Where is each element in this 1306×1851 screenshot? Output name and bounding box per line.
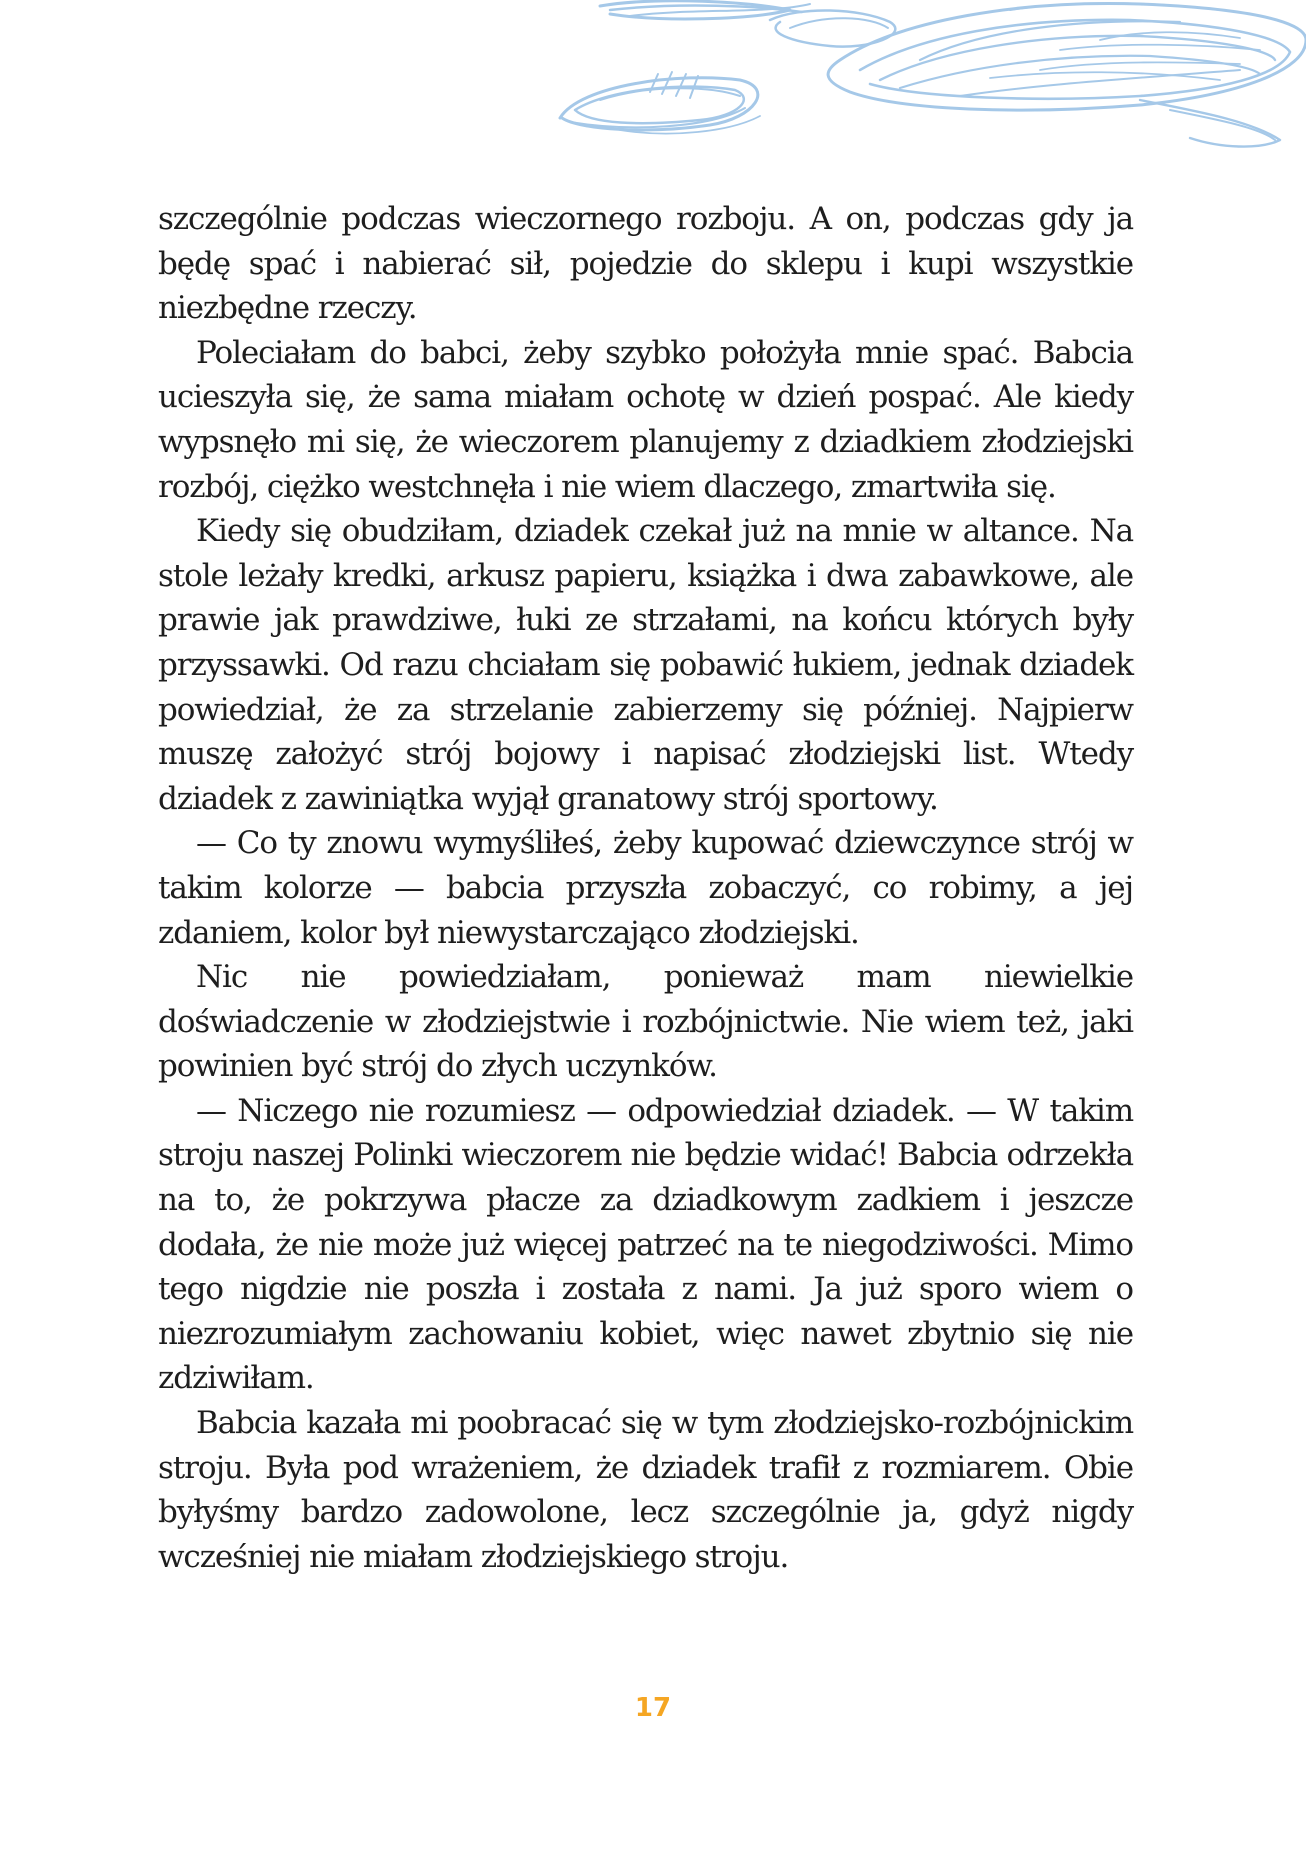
paragraph: szczególnie podczas wieczornego rozboju. A on, podczas gdy ja będę spać i nabierać sił, pojedzie do sklepu i kupi wszystkie niezbędne rzeczy.	[158, 201, 1133, 327]
page-number: 17	[634, 1693, 672, 1723]
paragraph: Babcia kazała mi poobracać się w tym złodziejsko-rozbójnickim stroju. Była pod wrażeniem, że dziadek trafił z rozmiarem. Obie byłyśmy bardzo zadowolone, lecz szczególnie ja, gdyż nigdy wcześniej nie miałam złodziejskiego stroju.	[158, 1405, 1133, 1575]
paragraph: Kiedy się obudziłam, dziadek czekał już na mnie w altance. Na stole leżały kredki, arkusz papieru, książka i dwa zabawkowe, ale prawie jak prawdziwe, łuki ze strzałami, na końcu których były przyssawki. Od razu chciałam się pobawić łukiem, jednak dziadek powiedział, że za strzelanie zabierzemy się później. Najpierw muszę założyć strój bojowy i napisać złodziejski list. Wtedy dziadek z zawiniątka wyjął granatowy strój sportowy.	[158, 513, 1133, 817]
blue-crayon-scribble-decoration	[540, 0, 1306, 175]
body-text	[158, 197, 1133, 1579]
paragraph: Nic nie powiedziałam, ponieważ mam niewielkie doświadczenie w złodziejstwie i rozbójnictwie. Nie wiem też, jaki powinien być strój do złych uczynków.	[158, 959, 1133, 1085]
paragraph: — Niczego nie rozumiesz — odpowiedział dziadek. — W takim stroju naszej Polinki wieczorem nie będzie widać! Babcia odrzekła na to, że pokrzywa płacze za dziadkowym zadkiem i jeszcze dodała, że nie może już więcej patrzeć na te niegodziwości. Mimo tego nigdzie nie poszła i została z nami. Ja już sporo wiem o niezrozumiałym zachowaniu kobiet, więc nawet zbytnio się nie zdziwiłam.	[158, 1092, 1133, 1397]
paragraph: Poleciałam do babci, żeby szybko położyła mnie spać. Babcia ucieszyła się, że sama miałam ochotę w dzień pospać. Ale kiedy wypsnęło mi się, że wieczorem planujemy z dziadkiem złodziejski rozbój, ciężko westchnęła i nie wiem dlaczego, zmartwiła się.	[158, 334, 1133, 505]
paragraph: — Co ty znowu wymyśliłeś, żeby kupować dziewczynce strój w takim kolorze — babcia przyszła zobaczyć, co robimy, a jej zdaniem, kolor był niewystarczająco złodziejski.	[158, 825, 1133, 951]
